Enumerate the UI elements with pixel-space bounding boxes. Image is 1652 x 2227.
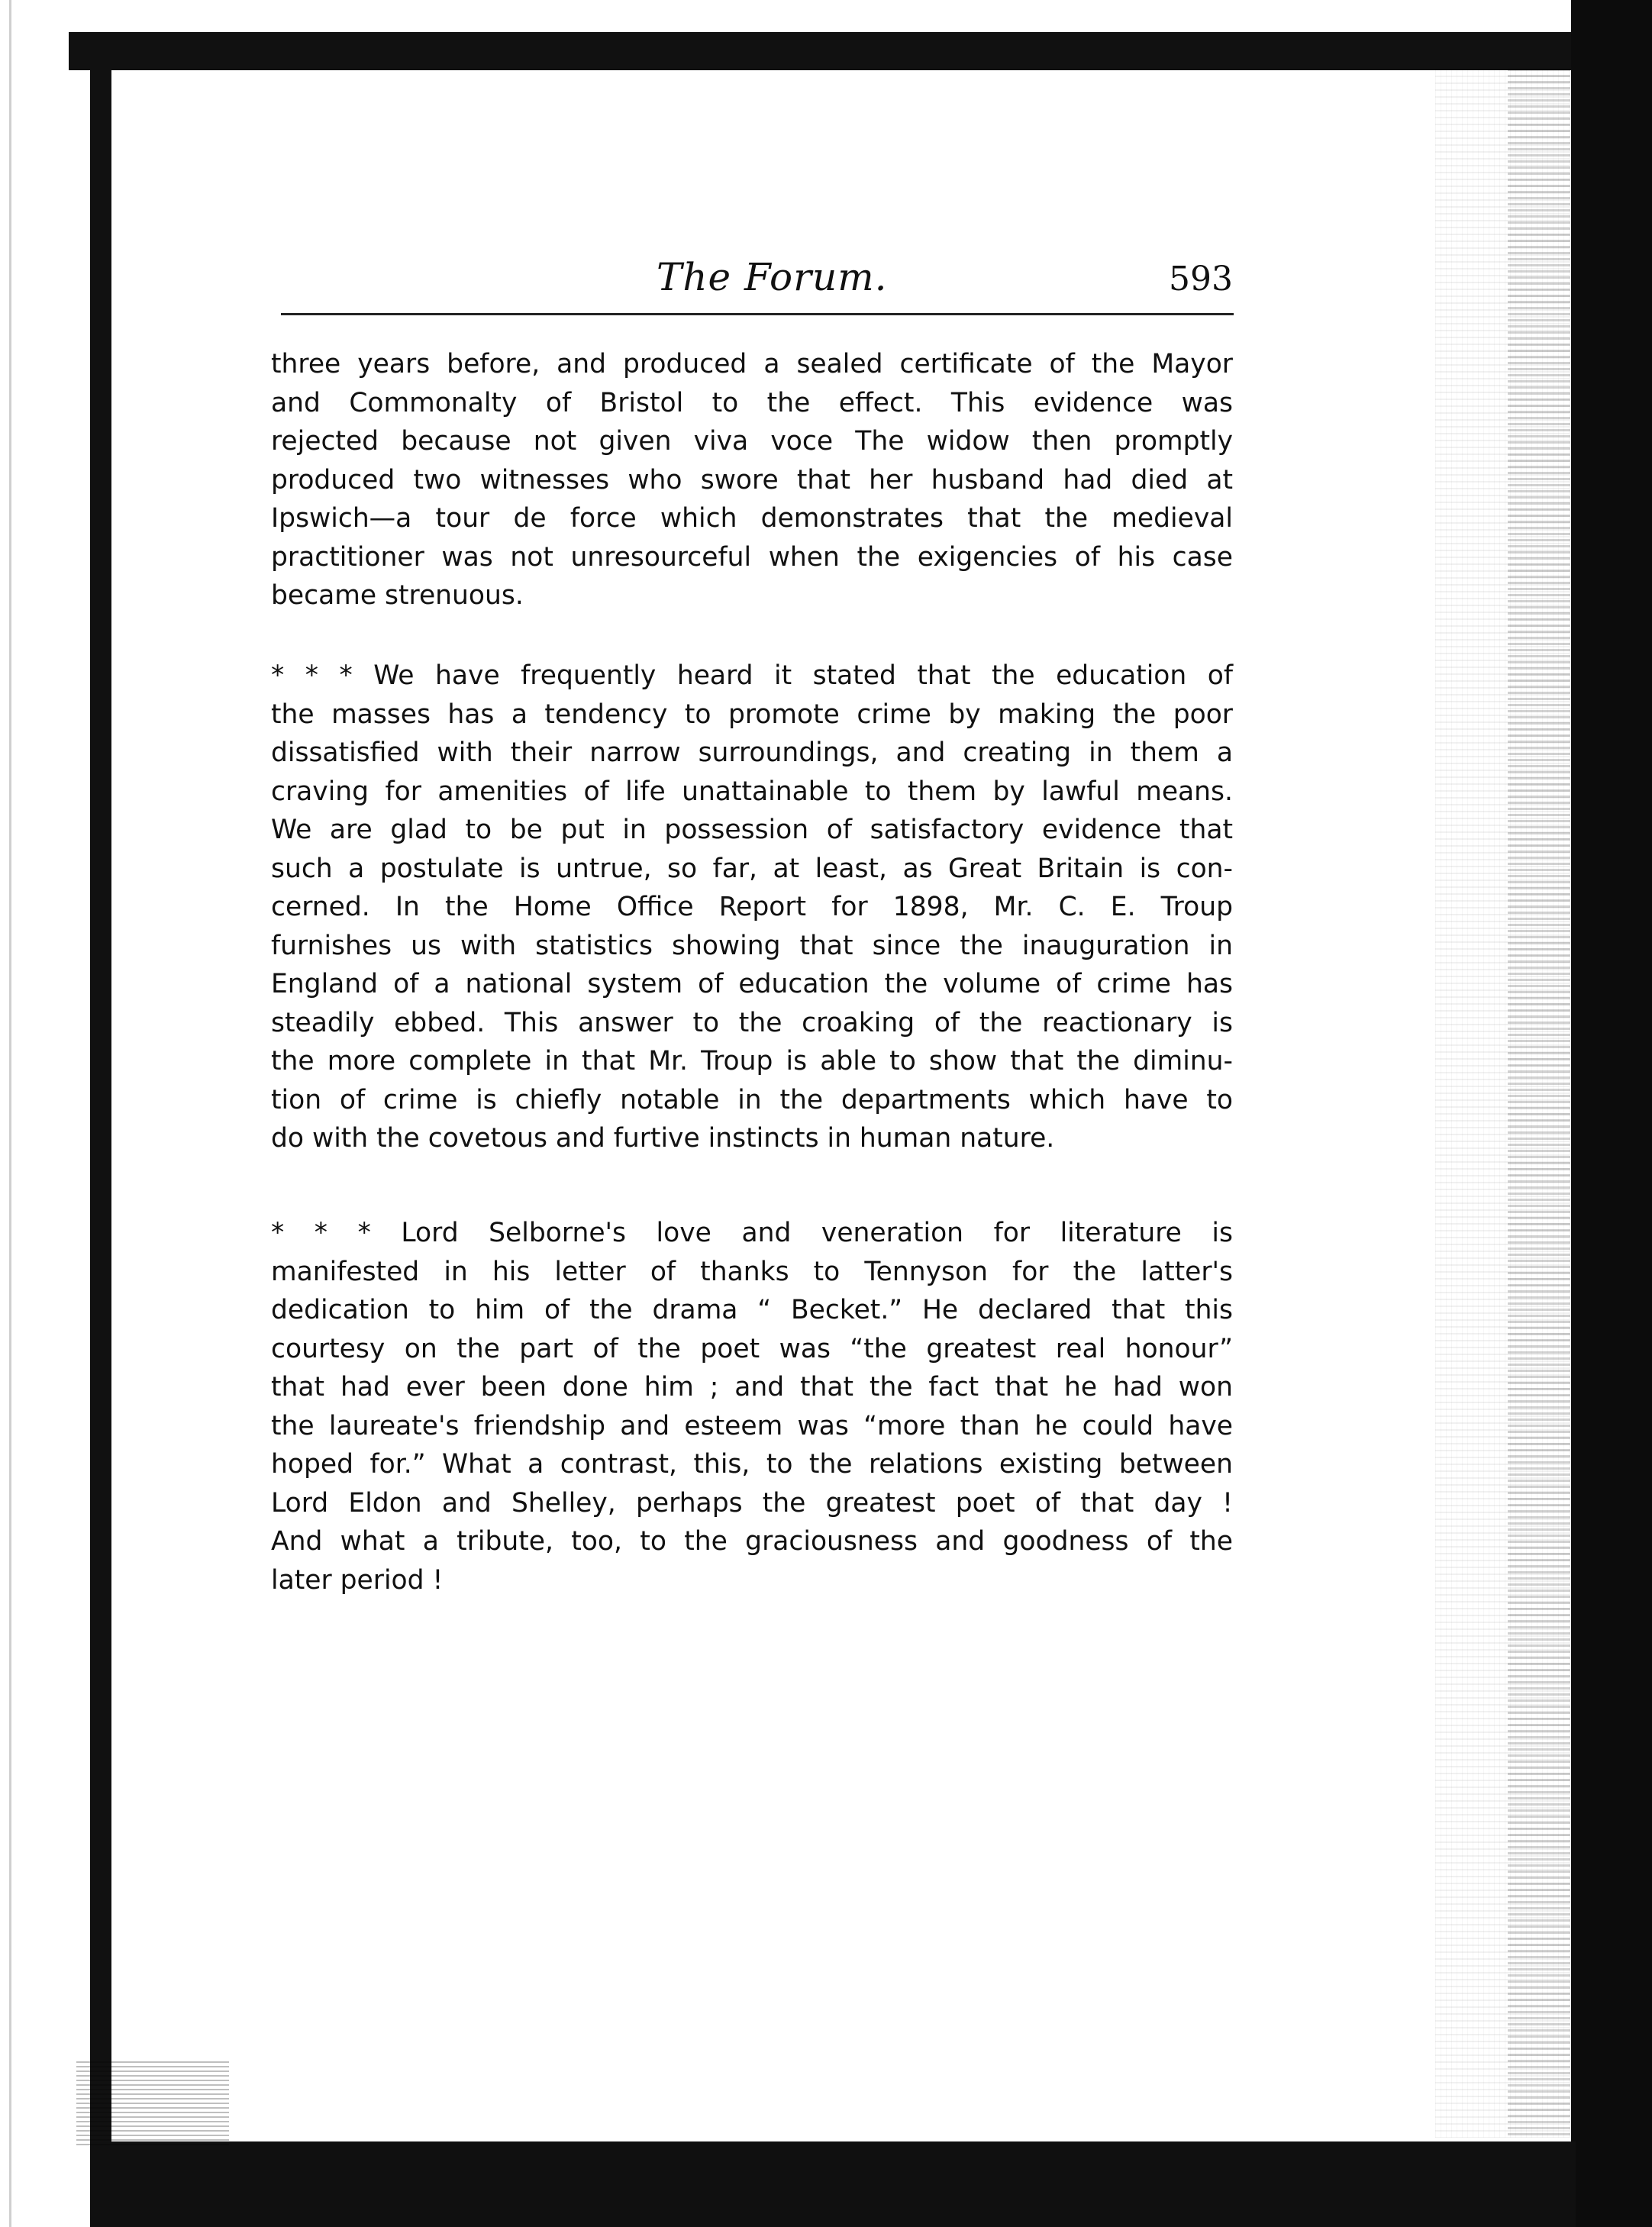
text-line: furnishes us with statistics showing that since the inauguration in: [271, 930, 1233, 961]
text-line: and Commonalty of Bristol to the effect. This evidence was: [271, 387, 1233, 418]
text-line: that had ever been done him ; and that the fact that he had won: [271, 1372, 1233, 1402]
text-line: dissatisfied with their narrow surroundings, and creating in them a: [271, 737, 1233, 768]
scan-border-left: [90, 46, 111, 2227]
paragraph-3: [271, 1214, 1233, 1599]
corner-texture: [76, 2061, 229, 2145]
text-line: practitioner was not unresourceful when the exigencies of his case: [271, 541, 1233, 573]
text-line: steadily ebbed. This answer to the croaking of the reactionary is: [271, 1007, 1233, 1038]
text-line: hoped for.” What a contrast, this, to the relations existing between: [271, 1449, 1233, 1480]
scan-border-top: [69, 32, 1576, 70]
text-line: * * * Lord Selborne's love and veneration for literature is: [271, 1218, 1233, 1248]
text-line: became strenuous.: [271, 580, 524, 611]
text-line: * * * We have frequently heard it stated that the education of: [271, 660, 1233, 691]
page-edge-texture-dark: [1508, 69, 1570, 2138]
text-line: Ipswich—a tour de force which demonstrates that the medieval: [271, 503, 1233, 534]
scan-border-bottom: [90, 2141, 1576, 2227]
text-line: courtesy on the part of the poet was “the greatest real honour”: [271, 1333, 1233, 1364]
text-line: cerned. In the Home Office Report for 1898, Mr. C. E. Troup: [271, 892, 1233, 922]
text-line: the more complete in that Mr. Troup is able to show that the diminu-: [271, 1046, 1233, 1076]
running-title: The Forum.: [657, 255, 888, 299]
text-line: later period !: [271, 1564, 444, 1596]
text-line: England of a national system of education the volume of crime has: [271, 969, 1233, 999]
text-line: the laureate's friendship and esteem was “more than he could have: [271, 1410, 1233, 1441]
page-number: 593: [1169, 260, 1233, 299]
text-line: the masses has a tendency to promote crime by making the poor: [271, 699, 1233, 730]
paragraph-1: [271, 345, 1233, 615]
text-line: tion of crime is chiefly notable in the departments which have to: [271, 1084, 1233, 1115]
page-edge-line: [9, 0, 11, 2227]
text-line: craving for amenities of life unattainable to them by lawful means.: [271, 776, 1233, 807]
text-line: And what a tribute, too, to the graciousness and goodness of the: [271, 1526, 1233, 1557]
text-line: such a postulate is untrue, so far, at least, as Great Britain is con-: [271, 853, 1233, 884]
header-rule: [281, 313, 1234, 315]
scan-border-right: [1571, 0, 1652, 2227]
text-line: manifested in his letter of thanks to Tennyson for the latter's: [271, 1256, 1233, 1287]
text-line: do with the covetous and furtive instincts in human nature.: [271, 1123, 1055, 1154]
text-line: dedication to him of the drama “ Becket.” He declared that this: [271, 1295, 1233, 1325]
text-line: produced two witnesses who swore that her husband had died at: [271, 464, 1233, 495]
text-line: three years before, and produced a sealed certificate of the Mayor: [271, 349, 1233, 379]
page-left-margin: [0, 0, 90, 2227]
text-line: rejected because not given viva voce The widow then promptly: [271, 426, 1233, 457]
text-line: Lord Eldon and Shelley, perhaps the greatest poet of that day !: [271, 1487, 1233, 1519]
page-header: [275, 252, 1233, 313]
paragraph-2: [271, 657, 1233, 1158]
text-line: We are glad to be put in possession of satisfactory evidence that: [271, 815, 1233, 845]
